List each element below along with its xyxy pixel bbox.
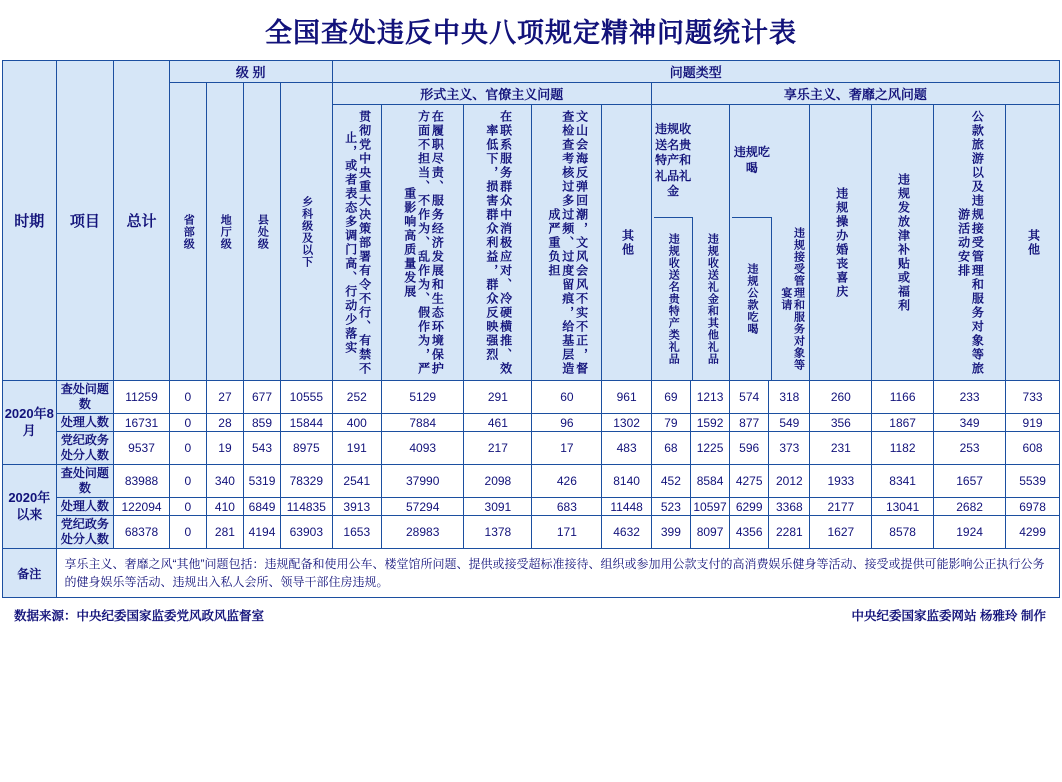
row-item-label: 党纪政务处分人数 [56,432,114,465]
cell-formalism-1: 400 [332,414,381,432]
cell-hedonism-6: 1867 [872,414,934,432]
cell-level-4: 8975 [281,432,333,465]
table-row [3,432,1060,465]
cell-level-2: 28 [206,414,243,432]
header-level-1: 省部级 [169,83,206,381]
cell-hedonism-3: 877 [730,414,769,432]
cell-formalism-3: 291 [464,381,532,414]
cell-hedonism-6: 13041 [872,498,934,516]
cell-hedonism-2: 8097 [690,516,729,549]
cell-level-1: 0 [169,432,206,465]
cell-formalism-2: 57294 [382,498,464,516]
cell-hedonism-7: 1924 [934,516,1006,549]
cell-level-1: 0 [169,381,206,414]
row-item-label: 处理人数 [56,414,114,432]
cell-level-3: 4194 [243,516,280,549]
cell-level-4: 15844 [281,414,333,432]
header-hedonism-eat [730,105,810,381]
cell-hedonism-4: 549 [769,414,810,432]
cell-hedonism-8: 733 [1006,381,1060,414]
table-row [3,498,1060,516]
cell-hedonism-2: 1213 [690,381,729,414]
cell-formalism-3: 2098 [464,465,532,498]
cell-hedonism-2: 1592 [690,414,729,432]
cell-formalism-4: 96 [532,414,602,432]
cell-hedonism-8: 608 [1006,432,1060,465]
row-period: 2020年8月 [3,381,57,465]
cell-hedonism-7: 1657 [934,465,1006,498]
cell-formalism-4: 60 [532,381,602,414]
cell-formalism-4: 426 [532,465,602,498]
cell-hedonism-6: 1182 [872,432,934,465]
cell-hedonism-8: 6978 [1006,498,1060,516]
header-formalism-4: 文山会海反弹回潮，文风会风不实不正，督查检查考核过多过频、过度留痕，给基层造成严重负担 [532,105,602,381]
cell-formalism-1: 252 [332,381,381,414]
cell-hedonism-1: 399 [651,516,690,549]
cell-formalism-5: 1302 [602,414,651,432]
cell-total: 68378 [114,516,170,549]
header-hedonism-group: 享乐主义、奢靡之风问题 [651,83,1059,105]
header-formalism-3: 在联系服务群众中消极应对、冷硬横推、效率低下，损害群众利益，群众反映强烈 [464,105,532,381]
cell-formalism-5: 483 [602,432,651,465]
header-gift-sub-2: 违规收送礼金和其他礼品 [692,218,731,381]
cell-formalism-5: 8140 [602,465,651,498]
header-period: 时期 [3,61,57,381]
cell-hedonism-7: 253 [934,432,1006,465]
header-hedonism-eat-label: 违规吃喝 [732,105,772,218]
cell-level-1: 0 [169,414,206,432]
cell-formalism-4: 683 [532,498,602,516]
cell-formalism-3: 1378 [464,516,532,549]
header-hedonism-5: 公款旅游以及违规接受管理和服务对象等旅游活动安排 [934,105,1006,381]
statistics-table [2,60,1060,598]
page-title: 全国查处违反中央八项规定精神问题统计表 [265,17,797,48]
header-formalism-2: 在履职尽责、服务经济发展和生态环境保护方面不担当、不作为、乱作为、假作为，严重影响高质量发展 [382,105,464,381]
cell-hedonism-5: 1933 [810,465,872,498]
row-period: 2020年以来 [3,465,57,549]
cell-formalism-4: 171 [532,516,602,549]
cell-hedonism-8: 5539 [1006,465,1060,498]
cell-hedonism-3: 574 [730,381,769,414]
cell-level-2: 27 [206,381,243,414]
cell-hedonism-1: 452 [651,465,690,498]
cell-total: 11259 [114,381,170,414]
cell-hedonism-5: 260 [810,381,872,414]
cell-formalism-1: 3913 [332,498,381,516]
cell-hedonism-5: 231 [810,432,872,465]
cell-formalism-5: 961 [602,381,651,414]
cell-formalism-3: 3091 [464,498,532,516]
header-eat-sub-2: 违规接受管理和服务对象等宴请 [772,218,812,381]
cell-formalism-5: 4632 [602,516,651,549]
table-row [3,414,1060,432]
note-row [3,549,1060,598]
cell-hedonism-8: 4299 [1006,516,1060,549]
header-formalism-group: 形式主义、官僚主义问题 [332,83,651,105]
row-item-label: 处理人数 [56,498,114,516]
cell-level-3: 859 [243,414,280,432]
header-eat-sub-1: 违规公款吃喝 [732,218,772,381]
header-hedonism-6: 其他 [1006,105,1060,381]
header-problem-type-group: 问题类型 [332,61,1059,83]
cell-level-2: 340 [206,465,243,498]
cell-hedonism-4: 3368 [769,498,810,516]
cell-hedonism-7: 2682 [934,498,1006,516]
cell-hedonism-6: 8578 [872,516,934,549]
row-item-label: 党纪政务处分人数 [56,516,114,549]
header-level-4: 乡科级及以下 [281,83,333,381]
table-row [3,516,1060,549]
cell-hedonism-1: 68 [651,432,690,465]
cell-hedonism-1: 69 [651,381,690,414]
cell-formalism-2: 37990 [382,465,464,498]
cell-level-2: 410 [206,498,243,516]
header-level-3: 县处级 [243,83,280,381]
cell-level-4: 10555 [281,381,333,414]
note-label: 备注 [3,549,57,598]
header-gift-sub-1: 违规收送名贵特产类礼品 [654,218,693,381]
cell-hedonism-3: 596 [730,432,769,465]
cell-level-1: 0 [169,465,206,498]
footer [0,598,1062,624]
cell-level-2: 19 [206,432,243,465]
cell-total: 16731 [114,414,170,432]
cell-hedonism-6: 1166 [872,381,934,414]
header-hedonism-4: 违规发放津补贴或福利 [872,105,934,381]
cell-level-1: 0 [169,498,206,516]
table-row [3,381,1060,414]
data-source: 数据来源：中央纪委国家监委党风政风监督室 [14,609,265,623]
cell-formalism-2: 5129 [382,381,464,414]
header-hedonism-gift [651,105,729,381]
table-row [3,465,1060,498]
cell-level-4: 63903 [281,516,333,549]
cell-formalism-3: 461 [464,414,532,432]
cell-hedonism-3: 4356 [730,516,769,549]
cell-total: 9537 [114,432,170,465]
cell-hedonism-6: 8341 [872,465,934,498]
cell-level-4: 78329 [281,465,333,498]
cell-formalism-2: 28983 [382,516,464,549]
cell-level-4: 114835 [281,498,333,516]
cell-formalism-1: 1653 [332,516,381,549]
cell-formalism-4: 17 [532,432,602,465]
cell-hedonism-3: 4275 [730,465,769,498]
cell-level-3: 543 [243,432,280,465]
header-formalism-1: 贯彻党中央重大决策部署有令不行、有禁不止，或者表态多调门高、行动少落实 [332,105,381,381]
cell-hedonism-7: 233 [934,381,1006,414]
cell-hedonism-4: 373 [769,432,810,465]
note-text: 享乐主义、奢靡之风“其他”问题包括：违规配备和使用公车、楼堂馆所问题、提供或接受超标准接待、组织或参加用公款支付的高消费娱乐健身等活动、接受或提供可能影响公正执行公务的健身娱乐等活动、违规出入私人会所、领导干部住房违规。 [56,549,1059,598]
cell-level-2: 281 [206,516,243,549]
cell-total: 83988 [114,465,170,498]
title-bar [0,0,1062,60]
row-item-label: 查处问题数 [56,465,114,498]
cell-formalism-5: 11448 [602,498,651,516]
cell-level-1: 0 [169,516,206,549]
cell-hedonism-5: 1627 [810,516,872,549]
cell-hedonism-2: 1225 [690,432,729,465]
cell-formalism-1: 2541 [332,465,381,498]
cell-formalism-1: 191 [332,432,381,465]
header-item: 项目 [56,61,114,381]
cell-level-3: 6849 [243,498,280,516]
cell-level-3: 677 [243,381,280,414]
header-level-group: 级 别 [169,61,332,83]
cell-hedonism-4: 2281 [769,516,810,549]
row-item-label: 查处问题数 [56,381,114,414]
cell-hedonism-2: 8584 [690,465,729,498]
cell-level-3: 5319 [243,465,280,498]
cell-hedonism-7: 349 [934,414,1006,432]
header-total: 总计 [114,61,170,381]
cell-formalism-2: 7884 [382,414,464,432]
credit: 中央纪委国家监委网站 杨雅玲 制作 [851,609,1046,623]
header-level-2: 地厅级 [206,83,243,381]
cell-hedonism-4: 318 [769,381,810,414]
cell-hedonism-4: 2012 [769,465,810,498]
cell-hedonism-5: 356 [810,414,872,432]
cell-formalism-2: 4093 [382,432,464,465]
cell-hedonism-1: 79 [651,414,690,432]
cell-hedonism-3: 6299 [730,498,769,516]
cell-hedonism-5: 2177 [810,498,872,516]
cell-total: 122094 [114,498,170,516]
cell-hedonism-8: 919 [1006,414,1060,432]
cell-formalism-3: 217 [464,432,532,465]
header-hedonism-gift-label: 违规收送名贵特产和礼品礼金 [654,105,693,218]
cell-hedonism-1: 523 [651,498,690,516]
header-hedonism-3: 违规操办婚丧喜庆 [810,105,872,381]
cell-hedonism-2: 10597 [690,498,729,516]
header-formalism-5: 其他 [602,105,651,381]
